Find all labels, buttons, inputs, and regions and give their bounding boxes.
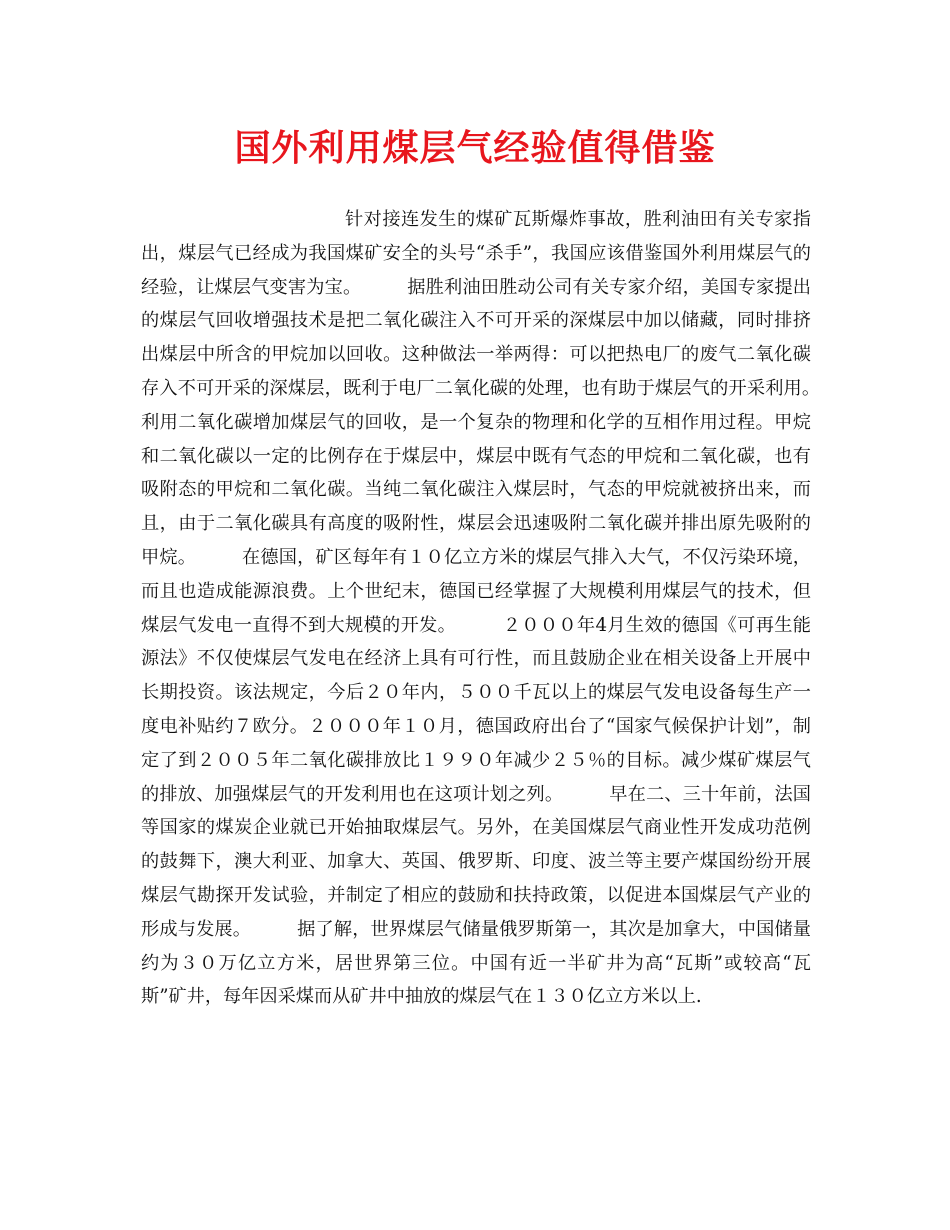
document-body: 针对接连发生的煤矿瓦斯爆炸事故，胜利油田有关专家指出，煤层气已经成为我国煤矿安全的头号“杀手”，我国应该借鉴国外利用煤层气的经验，让煤层气变害为宝。 据胜利油田胜动公司有关专家介绍，美国专家提出的煤层气回收增强技术是把二氧化碳注入不可开采的深煤层中加以储藏，同时排挤出煤层中所含的甲烷加以回收。这种做法一举两得：可以把热电厂的废气二氧化碳存入不可开采的深煤层，既利于电厂二氧化碳的处理，也有助于煤层气的开采利用。 利用二氧化碳增加煤层气的回收，是一个复杂的物理和化学的互相作用过程。甲烷和二氧化碳以一定的比例存在于煤层中，煤层中既有气态的甲烷和二氧化碳，也有吸附态的甲烷和二氧化碳。当纯二氧化碳注入煤层时，气态的甲烷就被挤出来，而且，由于二氧化碳具有高度的吸附性，煤层会迅速吸附二氧化碳并排出原先吸附的甲烷。 在德国，矿区每年有１０亿立方米的煤层气排入大气，不仅污染环境，而且也造成能源浪费。上个世纪末，德国已经掌握了大规模利用煤层气的技术，但煤层气发电一直得不到大规模的开发。 ２０００年4月生效的德国《可再生能源法》不仅使煤层气发电在经济上具有可行性，而且鼓励企业在相关设备上开展中长期投资。该法规定，今后２０年内，５００千瓦以上的煤层气发电设备每生产一度电补贴约７欧分。２０００年１０月，德国政府出台了“国家气候保护计划”，制定了到２００５年二氧化碳排放比１９９０年减少２５％的目标。减少煤矿煤层气的排放、加强煤层气的开发利用也在这项计划之列。 早在二、三十年前，法国等国家的煤炭企业就已开始抽取煤层气。另外，在美国煤层气商业性开发成功范例的鼓舞下，澳大利亚、加拿大、英国、俄罗斯、印度、波兰等主要产煤国纷纷开展煤层气勘探开发试验，并制定了相应的鼓励和扶持政策，以促进本国煤层气产业的形成与发展。 据了解，世界煤层气储量俄罗斯第一，其次是加拿大，中国储量约为３０万亿立方米，居世界第三位。中国有近一半矿井为高“瓦斯”或较高“瓦斯”矿井，每年因采煤而从矿井中抽放的煤层气在１３０亿立方米以上. xyxy=(141,209,866,1008)
document-title: 国外利用煤层气经验值得借鉴 xyxy=(234,127,716,169)
